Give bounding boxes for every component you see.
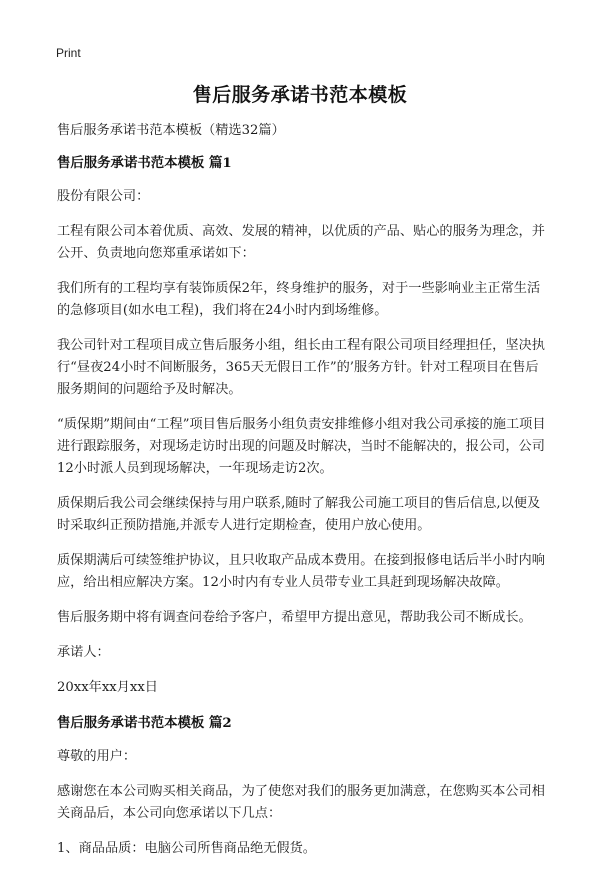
page-title: 售后服务承诺书范本模板 — [192, 84, 408, 106]
document-body — [57, 120, 550, 873]
paragraph: 感谢您在本公司购买相关商品，为了使您对我们的服务更加满意，在您购买本公司相关商品后，本公司向您承诺以下几点： — [57, 784, 545, 821]
paragraph: 售后服务期中将有调查问卷给予客户，希望甲方提出意见，帮助我公司不断成长。 — [57, 610, 532, 625]
paragraph: 我公司针对工程项目成立售后服务小组，组长由工程有限公司项目经理担任，坚决执行“昼夜24小时不间断服务，365天无假日工作”的’服务方针。针对工程项目在售后服务期间的问题给予及时解决。 — [57, 338, 545, 397]
print-link[interactable]: Print — [56, 46, 81, 60]
section-heading: 售后服务承诺书范本模板 篇2 — [57, 715, 232, 731]
signature-label: 承诺人： — [57, 645, 110, 660]
signature-date: 20xx年xx月xx日 — [57, 680, 158, 695]
paragraph: “质保期”期间由“工程”项目售后服务小组负责安排维修小组对我公司承接的施工项目进行跟踪服务，对现场走访时出现的问题及时解决，当时不能解决的，报公司，公司12小时派人员到现场解决，一年现场走访2次。 — [57, 417, 546, 476]
paragraph: 质保期满后可续签维护协议，且只收取产品成本费用。在接到报修电话后半小时内响应，给出相应解决方案。12小时内有专业人员带专业工具赶到现场解决故障。 — [57, 553, 545, 590]
document-subtitle: 售后服务承诺书范本模板（精选32篇） — [57, 123, 285, 138]
paragraph: 尊敬的用户： — [57, 749, 137, 764]
paragraph: 1、商品品质：电脑公司所售商品绝无假货。 — [57, 841, 316, 856]
section-heading: 售后服务承诺书范本模板 篇1 — [57, 155, 232, 171]
paragraph: 质保期后我公司会继续保持与用户联系,随时了解我公司施工项目的售后信息,以便及时采取纠正预防措施,并派专人进行定期检查，使用户放心使用。 — [57, 496, 541, 533]
paragraph: 工程有限公司本着优质、高效、发展的精神，以优质的产品、贴心的服务为理念，并公开、负责地向您郑重承诺如下： — [57, 224, 545, 261]
paragraph: 股份有限公司： — [57, 189, 150, 204]
paragraph: 我们所有的工程均享有装饰质保2年，终身维护的服务，对于一些影响业主正常生活的急修项目(如水电工程)，我们将在24小时内到场维修。 — [57, 281, 541, 318]
